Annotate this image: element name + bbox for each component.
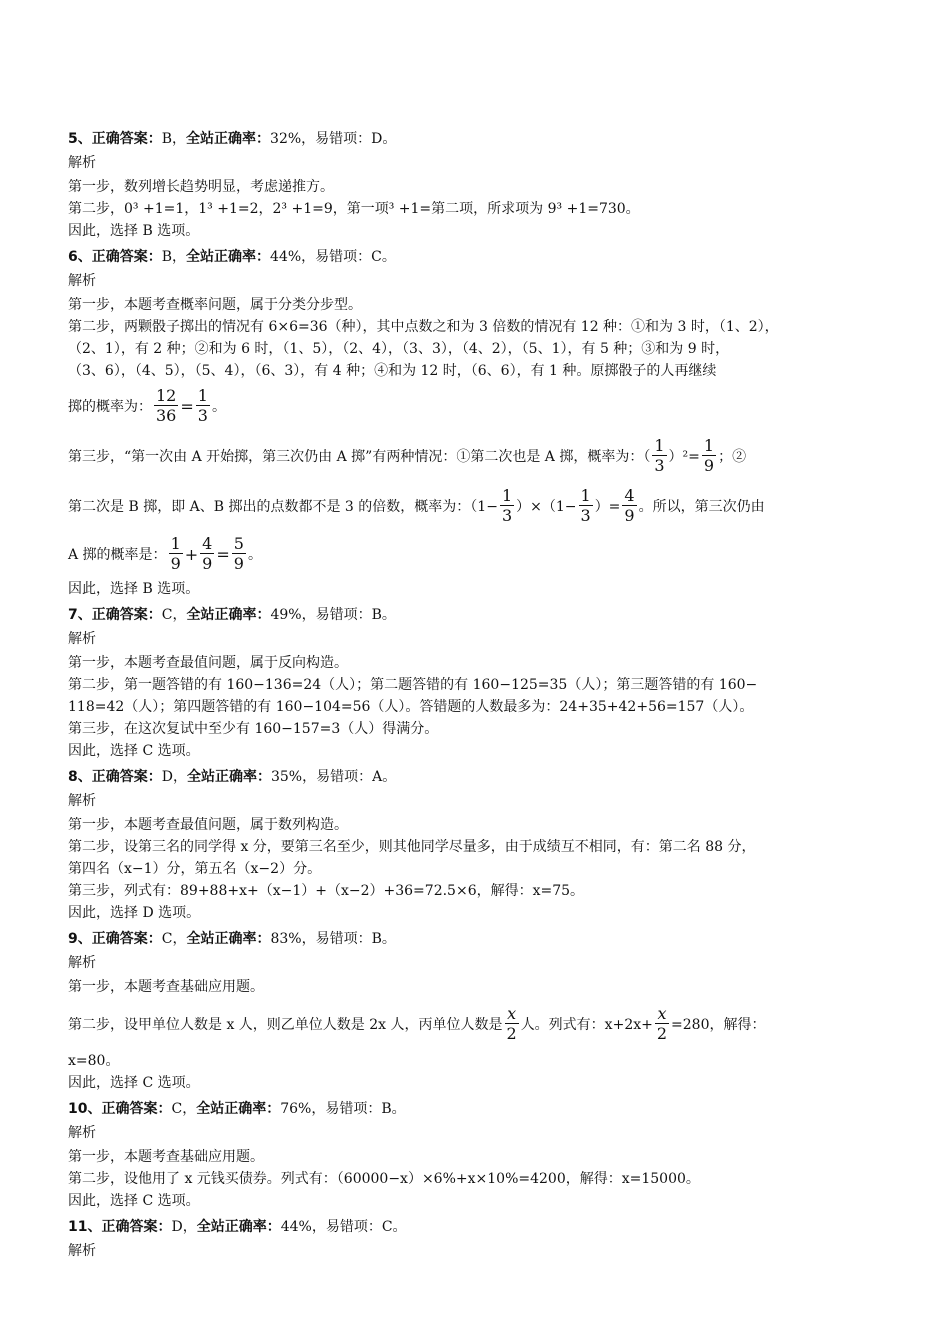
step-2-line-4: 掷的概率为： $\frac{12}{36}$ = $\frac{1}{3}$ 。 [68, 385, 226, 425]
step-1: 第一步，本题考查基础应用题。 [68, 1149, 264, 1165]
step-2-line-1: 第二步，第一题答错的有 160−136=24（人）；第二题答错的有 160−125=35（人）；第三题答错的有 160− [68, 677, 758, 693]
step-3-line-1: 第三步，“第一次由 A 开始掷，第三次仍由 A 掷”有两种情况：①第二次也是 A 掷，概率为：（ $\frac{1}{3}$ ）²= $\frac{1}{9}$ ；② [68, 435, 747, 475]
question-5-header: 5、正确答案：B，全站正确率：32%，易错项：D。 [68, 131, 397, 147]
analysis-label: 解析 [68, 1125, 96, 1141]
fraction: $\frac{1}{3}$ [580, 485, 591, 525]
conclusion: 因此，选择 C 选项。 [68, 743, 200, 759]
question-8-header: 8、正确答案：D，全站正确率：35%，易错项：A。 [68, 769, 397, 785]
analysis-label: 解析 [68, 273, 96, 289]
fraction: $\frac{4}{9}$ [202, 533, 213, 573]
fraction: $\frac{4}{9}$ [624, 485, 635, 525]
question-11-header: 11、正确答案：D，全站正确率：44%，易错项：C。 [68, 1219, 407, 1235]
step-2-line-1: 第二步，两颗骰子掷出的情况有 6×6=36（种），其中点数之和为 3 倍数的情况有 12 种：①和为 3 时，（1、2）， [68, 319, 779, 335]
conclusion: 因此，选择 B 选项。 [68, 581, 200, 597]
fraction: $\frac{5}{9}$ [233, 533, 244, 573]
conclusion: 因此，选择 C 选项。 [68, 1075, 200, 1091]
conclusion: 因此，选择 C 选项。 [68, 1193, 200, 1209]
step-2-line-1: 第二步，设第三名的同学得 x 分，要第三名至少，则其他同学尽量多，由于成绩互不相同，有：第二名 88 分， [68, 839, 756, 855]
step-3: 第三步，在这次复试中至少有 160−157=3（人）得满分。 [68, 721, 439, 737]
fraction: $\frac{x}{2}$ [506, 1003, 517, 1043]
step-3-line-2: 第二次是 B 掷，即 A、B 掷出的点数都不是 3 的倍数，概率为：（1− $\frac{1}{3}$ ）×（1− $\frac{1}{3}$ ）= $\frac{4}{9}$ 。所以，第三次仍由 [68, 485, 765, 525]
step-3-line-3: A 掷的概率是： $\frac{1}{9}$ + $\frac{4}{9}$ = $\frac{5}{9}$ 。 [68, 533, 262, 573]
question-7-header: 7、正确答案：C，全站正确率：49%，易错项：B。 [68, 607, 396, 623]
analysis-label: 解析 [68, 793, 96, 809]
question-9-header: 9、正确答案：C，全站正确率：83%，易错项：B。 [68, 931, 396, 947]
fraction: $\frac{1}{3}$ [197, 385, 208, 425]
conclusion: 因此，选择 B 选项。 [68, 223, 200, 239]
step-3: 第三步，列式有：89+88+x+（x−1）+（x−2）+36=72.5×6，解得：x=75。 [68, 883, 585, 899]
answer-document [68, 128, 888, 1264]
step-2: 第二步，设他用了 x 元钱买债券。列式有：（60000−x）×6%+x×10%=4200，解得：x=15000。 [68, 1171, 700, 1187]
fraction: $\frac{12}{36}$ [156, 385, 177, 425]
fraction: $\frac{x}{2}$ [656, 1003, 668, 1043]
step-2-line-2: （2、1），有 2 种；②和为 6 时，（1、5），（2、4），（3、3），（4、2），（5、1），有 5 种；③和为 9 时， [68, 341, 730, 357]
step-1: 第一步，本题考查基础应用题。 [68, 979, 264, 995]
step-2-line-2: x=80。 [68, 1053, 120, 1069]
fraction: $\frac{1}{3}$ [501, 485, 513, 525]
fraction: $\frac{1}{9}$ [170, 533, 181, 573]
step-2-line-1: 第二步，设甲单位人数是 x 人，则乙单位人数是 2x 人，丙单位人数是 $\frac{x}{2}$ 人。列式有：x+2x+ $\frac{x}{2}$ =280，解得： [68, 1003, 766, 1043]
step-1: 第一步，本题考查最值问题，属于反向构造。 [68, 655, 348, 671]
conclusion: 因此，选择 D 选项。 [68, 905, 201, 921]
question-6-header: 6、正确答案：B，全站正确率：44%，易错项：C。 [68, 249, 396, 265]
analysis-label: 解析 [68, 155, 96, 171]
step-1: 第一步，本题考查概率问题，属于分类分步型。 [68, 297, 362, 313]
step-1: 第一步，本题考查最值问题，属于数列构造。 [68, 817, 348, 833]
analysis-label: 解析 [68, 631, 96, 647]
step-2-line-2: 118=42（人）；第四题答错的有 160−104=56（人）。答错题的人数最多为：24+35+42+56=157（人）。 [68, 699, 754, 715]
question-10-header: 10、正确答案：C，全站正确率：76%，易错项：B。 [68, 1101, 406, 1117]
fraction: $\frac{1}{3}$ [654, 435, 665, 475]
analysis-label: 解析 [68, 1243, 96, 1259]
analysis-label: 解析 [68, 955, 96, 971]
fraction: $\frac{1}{9}$ [703, 435, 715, 475]
step-2-line-3: （3、6），（4、5），（5、4），（6、3），有 4 种；④和为 12 时，（6、6），有 1 种。原掷骰子的人再继续 [68, 363, 717, 379]
step-1: 第一步，数列增长趋势明显，考虑递推方。 [68, 179, 334, 195]
step-2-line-2: 第四名（x−1）分，第五名（x−2）分。 [68, 861, 322, 877]
step-2: 第二步，0³ +1=1，1³ +1=2，2³ +1=9，第一项³ +1=第二项，所求项为 9³ +1=730。 [68, 201, 640, 217]
